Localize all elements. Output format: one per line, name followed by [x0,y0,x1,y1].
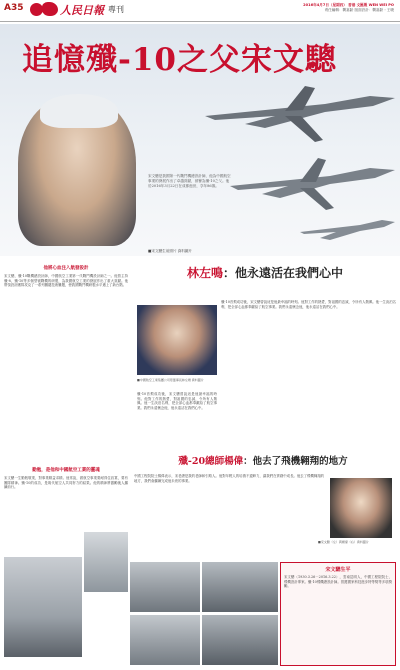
article-text: 殲-10首飛成功後，宋文驄曾說這是他最幸福的時刻。他對工作的熱愛，對祖國的忠誠，令所有人敬佩。他一生淡泊名利，把全部心血都奉獻給了航空事業。我們永遠懷念他，他永遠活在我們心中。 [221,300,396,309]
photo-caption: ■宋文驄（左）與楊偉（右）資料圖片 [318,540,369,544]
jet-fighter-icon [230,152,395,212]
article-text: 中國工程院院士楊偉表示，宋老總是我的老師和引路人。他對年輕人的培養不遺餘力，讓我們在實踐中成長。他去了飛機翱翔的地方，我們會繼續完成他未竟的事業。 [134,474,324,483]
article-headline [130,453,396,467]
archive-photo [202,615,278,665]
bio-box [280,562,396,666]
article-text: 宋文驄一生勤勉敬業，對事業精益求精。他常說，做航空事業要耐得住寂寞，要有團隊精神。殲-10的成功，是幾代航空人共同努力的結果。他的精神將激勵後人繼續前行。 [4,476,128,490]
bio-title: 宋文驄生平 [325,567,351,573]
group-photo [4,557,82,657]
jet-fighter-icon [205,76,395,146]
subheading: 勤勉，是他和中國航空工業的靈魂 [32,468,100,473]
left-column [4,262,128,666]
portrait-photo [330,478,392,538]
headline-text: ：他永遠活在我們心中 [223,266,344,280]
page-header [0,0,400,22]
page-number: A35 [4,3,24,13]
photo-caption: ■中國航空工業集團公司原董事長林左鳴 資料圖片 [137,378,204,382]
person-name: 林左鳴 [186,266,223,280]
archive-photo [130,562,200,612]
article-text: 殲-10首飛成功後，宋文驄曾說這是他最幸福的時刻。他對工作的熱愛，對祖國的忠誠，令所有人敬佩。他一生淡泊名利，把全部心血都奉獻給了航空事業。我們永遠懷念他，他永遠活在我們心中。 [137,392,217,410]
editors-line: 責任編輯：龔嘉齡 版面設計：龔嘉齡・王曉 [324,8,394,12]
header-meta [204,3,394,13]
headline-text: ：他去了飛機翱翔的地方 [243,456,348,467]
logo-badge-icon [42,2,58,16]
archive-photo [130,615,200,665]
article-text: 宋文驄，殲-10戰機總設計師，中國航空工業第一代戰鬥機設計師之一。他曾主持殲-8、殲-10等多個型號戰機的研製，為我國航空工業的發展作出了重大貢獻。他帶領設計團隊攻克了一系列關鍵技術難題，使我國戰鬥機研製水平邁上了新台階。 [4,274,128,288]
jet-model-photo [84,532,128,592]
portrait-photo [137,305,217,375]
hero-caption: ■宋文驄生前照片 資料圖片 [148,249,193,253]
archive-photo [202,562,278,612]
date-line: 2016年4月7日（星期四） 香港 文匯報 WEN WEI PO [303,3,394,7]
hero-quote: 宋文驄是我國第一代戰鬥機總設計師，他為中國航空事業的發展作出了卓越貢獻，被譽為殲-10之父。他於2016年3月22日在成都逝世，享年86歲。 [148,174,231,188]
jet-fighter-icon [300,210,395,250]
subheading: 他將心血注入航發設計 [43,266,89,271]
hero-banner [0,24,400,256]
bio-text: 宋文驄（1930.3.26－2016.3.22），雲南昆明人，中國工程院院士，飛機設計專家。殲-10飛機總設計師。曾獲國家科技進步特等獎等多項獎勵。 [284,575,392,589]
page-title: 追憶殲-10之父宋文驄 [22,42,338,78]
newspaper-logo: 人民日報 [60,4,104,17]
portrait-hair [40,94,118,128]
person-name: 殲-20總師楊偉 [178,456,244,467]
section-label: 專刊 [108,5,124,14]
article-headline [134,262,396,281]
